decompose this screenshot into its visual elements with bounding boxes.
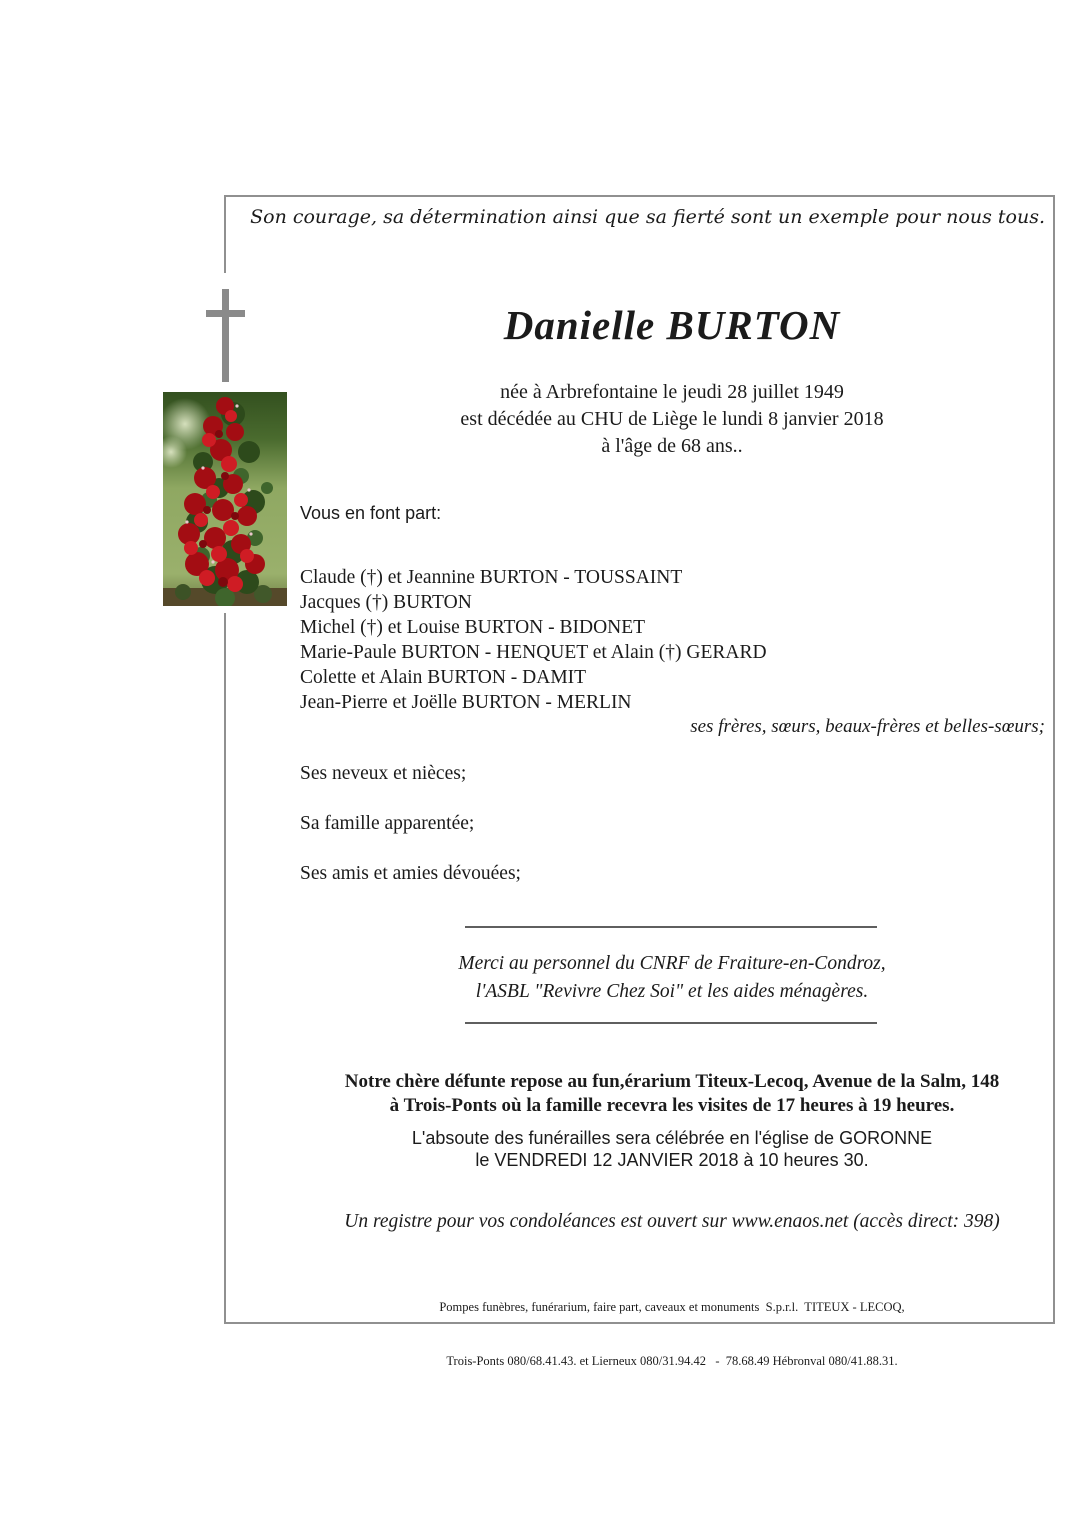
thanks-note — [300, 950, 1044, 1006]
thanks-line: Merci au personnel du CNRF de Fraiture-en-Condroz, — [458, 953, 886, 974]
family-member: Colette et Alain BURTON - DAMIT — [300, 667, 587, 688]
divider-line — [465, 1022, 877, 1024]
deceased-name: Danielle BURTON — [503, 302, 841, 348]
family-member: Marie-Paule BURTON - HENQUET et Alain (†) GERARD — [300, 642, 767, 663]
cross-icon — [200, 289, 250, 384]
family-members-list — [300, 565, 767, 715]
family-member: Jacques (†) BURTON — [300, 592, 472, 613]
repose-announcement — [270, 1070, 1074, 1118]
funeral-home-footer — [300, 1262, 1044, 1406]
birth-line: née à Arbrefontaine le jeudi 28 juillet 1949 — [500, 381, 844, 403]
red-roses-photo — [163, 392, 287, 606]
frame-left-segment-top — [224, 195, 226, 273]
condolence-register-line: Un registre pour vos condoléances est ouvert sur www.enaos.net (accès direct: 398) — [344, 1211, 1000, 1232]
family-relation-line: ses frères, sœurs, beaux-frères et belles-sœurs; — [690, 716, 1045, 737]
announcement-intro: Vous en font part: — [300, 503, 442, 523]
mourners-family: Sa famille apparentée; — [300, 813, 475, 834]
divider-line — [465, 926, 877, 928]
family-member: Jean-Pierre et Joëlle BURTON - MERLIN — [300, 692, 632, 713]
age-line: à l'âge de 68 ans.. — [601, 435, 743, 457]
mourners-nieces: Ses neveux et nièces; — [300, 763, 467, 784]
thanks-line: l'ASBL "Revivre Chez Soi" et les aides ménagères. — [475, 981, 869, 1002]
repose-line: à Trois-Ponts où la famille recevra les visites de 17 heures à 19 heures. — [389, 1095, 955, 1116]
family-member: Claude (†) et Jeannine BURTON - TOUSSAINT — [300, 567, 683, 588]
repose-line: Notre chère défunte repose au fun,érarium Titeux-Lecoq, Avenue de la Salm, 148 — [344, 1071, 1000, 1092]
birth-death-details — [300, 379, 1044, 460]
family-member: Michel (†) et Louise BURTON - BIDONET — [300, 617, 646, 638]
footer-line: Trois-Ponts 080/68.41.43. et Lierneux 080/31.94.42 - 78.68.49 Hébronval 080/41.88.31. — [446, 1354, 898, 1368]
frame-left-segment-bottom — [224, 613, 226, 1322]
memorial-quote: Son courage, sa détermination ainsi que sa fierté sont un exemple pour nous tous. — [250, 206, 1045, 228]
footer-line: Pompes funèbres, funérarium, faire part, caveaux et monuments S.p.r.l. TITEUX - LECOQ, — [439, 1300, 905, 1314]
mourners-friends: Ses amis et amies dévouées; — [300, 863, 521, 884]
service-line: L'absoute des funérailles sera célébrée en l'église de GORONNE — [411, 1128, 933, 1148]
service-line: le VENDREDI 12 JANVIER 2018 à 10 heures 30. — [475, 1150, 869, 1170]
funeral-service-announcement — [300, 1127, 1044, 1171]
death-line: est décédée au CHU de Liège le lundi 8 janvier 2018 — [460, 408, 884, 430]
